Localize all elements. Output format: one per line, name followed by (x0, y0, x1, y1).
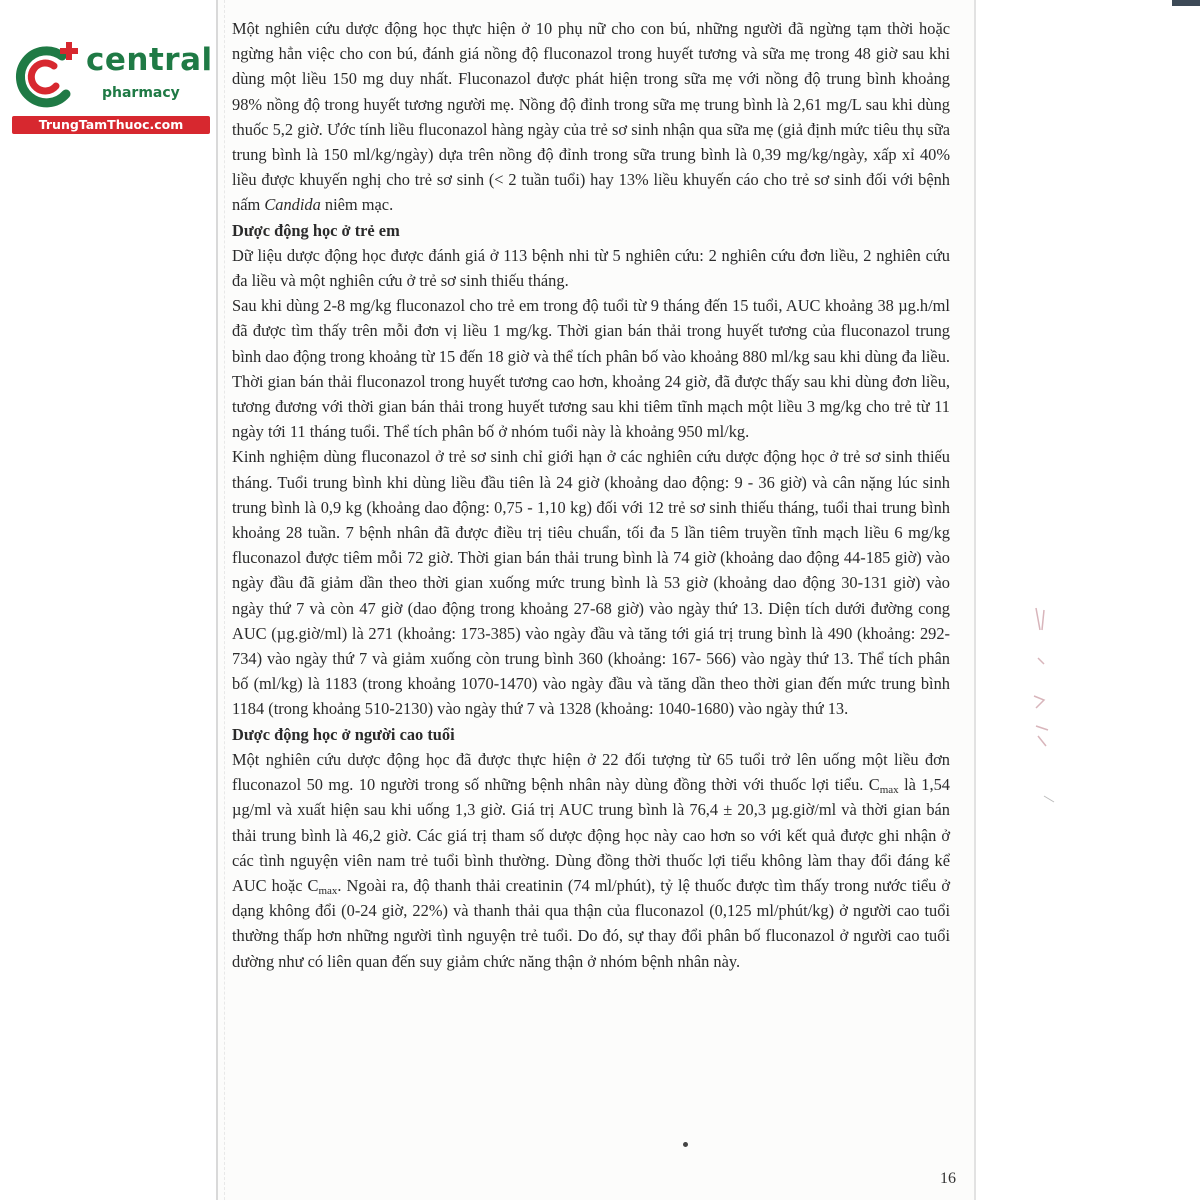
heading-elderly: Dược động học ở người cao tuổi (232, 724, 455, 744)
logo-brand-text: central (86, 42, 213, 78)
cmax-subscript-2: max (318, 884, 338, 897)
lactation-text: Một nghiên cứu dược động học thực hiện ở 10 phụ nữ cho con bú, những người đã ngừng tạm thời hoặc ngừng hẳn việc cho con bú, đánh giá nồng độ fluconazol trong huyết tương và sữa mẹ trong 48 giờ sau khi dùng một liều 150 mg duy nhất. Fluconazol được phát hiện trong sữa mẹ với nồng độ trung bình khoảng 98% nồng độ trong huyết tương người mẹ. Nồng độ đỉnh trong sữa mẹ trung bình là 2,61 mg/L sau khi dùng thuốc 5,2 giờ. Ước tính liều fluconazol hàng ngày của trẻ sơ sinh nhận qua sữa mẹ (giả định mức tiêu thụ sữa trung bình là 150 ml/kg/ngày) dựa trên nồng độ đỉnh trong sữa trung bình là 0,39 mg/kg/ngày, xấp xỉ 40% liều được khuyến nghị cho trẻ sơ sinh (< 2 tuần tuổi) hay 13% liều khuyến cáo cho trẻ sơ sinh đối với bệnh nấm (232, 19, 950, 215)
page-dot-mark (683, 1142, 688, 1147)
page-number: 16 (940, 1170, 956, 1187)
elderly-text-c: . Ngoài ra, độ thanh thải creatinin (74 ml/phút), tỷ lệ thuốc được tìm thấy trong nước tiểu ở dạng không đổi (0-24 giờ, 22%) và thanh thải qua thận của fluconazol (0,125 ml/phút/kg) ở người cao tuổi thường thấp hơn những người tình nguyện trẻ tuổi. Do đó, sự thay đổi phân bố fluconazol ở người cao tuổi dường như có liên quan đến suy giảm chức năng thận ở nhóm bệnh nhân này. (232, 875, 950, 971)
page-edge-line (224, 0, 225, 1200)
central-pharmacy-logo[interactable] (10, 36, 215, 136)
elderly-paragraph (232, 747, 950, 974)
lactation-paragraph (232, 16, 950, 218)
logo-c-cross-icon (10, 36, 90, 116)
elderly-text-a: Một nghiên cứu dược động học đã được thực hiện ở 22 đối tượng từ 65 tuổi trở lên uống một liều đơn fluconazol 50 mg. 10 người trong số những bệnh nhân này dùng đồng thời với thuốc lợi tiểu. C (232, 749, 950, 795)
children-paragraph-3: Kinh nghiệm dùng fluconazol ở trẻ sơ sinh chỉ giới hạn ở các nghiên cứu dược động học ở trẻ sơ sinh thiếu tháng. Tuổi trung bình khi dùng liều đầu tiên là 24 giờ (khoảng dao động: 9 - 36 giờ) và cân nặng lúc sinh trung bình là 0,9 kg (khoảng dao động: 0,75 - 1,10 kg) đối với 12 trẻ sơ sinh thiếu tháng, tuổi thai trung bình khoảng 28 tuần. 7 bệnh nhân đã được điều trị tiêu chuẩn, tối đa 5 lần tiêm truyền tĩnh mạch liều 6 mg/kg fluconazol được tiêm mỗi 72 giờ. Thời gian bán thải trung bình là 74 giờ (khoảng dao động 44-185 giờ) vào ngày đầu đã giảm dần theo thời gian xuống mức trung bình là 53 giờ (khoảng dao động 30-131 giờ) vào ngày thứ 7 và còn 47 giờ (dao động trong khoảng 27-68 giờ) vào ngày thứ 13. Diện tích dưới đường cong AUC (µg.giờ/ml) là 271 (khoảng: 173-385) vào ngày đầu và tăng tới giá trị trung bình là 490 (khoảng: 292-734) vào ngày thứ 7 và giảm xuống còn trung bình 360 (khoảng: 167- 566) vào ngày thứ 13. Thể tích phân bố (ml/kg) là 1183 (trong khoảng 1070-1470) vào ngày đầu và tăng dần theo thời gian đến mức trung bình 1184 (trong khoảng 510-2130) vào ngày thứ 7 và 1328 (khoảng: 1040-1680) vào ngày thứ 13. (232, 447, 950, 719)
candida-term: Candida (264, 195, 321, 215)
document-body (232, 16, 950, 974)
heading-children: Dược động học ở trẻ em (232, 220, 400, 240)
corner-mark (1172, 0, 1200, 6)
children-paragraph-1: Dữ liệu dược động học được đánh giá ở 113 bệnh nhi từ 5 nghiên cứu: 2 nghiên cứu đơn liều, 2 nghiên cứu đa liều và một nghiên cứu ở trẻ sơ sinh thiếu tháng. (232, 245, 950, 291)
cmax-subscript: max (879, 784, 899, 797)
elderly-text-b: là 1,54 µg/ml và xuất hiện sau khi uống 1,3 giờ. Giá trị AUC trung bình là 76,4 ± 20,3 µg.giờ/ml và thời gian bán thải trung bình là 46,2 giờ. Các giá trị tham số dược động học này cao hơn so với kết quả được ghi nhận ở các tình nguyện viên nam trẻ tuổi bình thường. Dùng đồng thời thuốc lợi tiểu không làm thay đổi đáng kể AUC hoặc C (232, 775, 950, 895)
margin-handwriting-marks (1024, 600, 1064, 820)
lactation-text-end: niêm mạc. (320, 195, 394, 215)
logo-website-banner: TrungTamThuoc.com (12, 116, 210, 134)
children-paragraph-2: Sau khi dùng 2-8 mg/kg fluconazol cho trẻ em trong độ tuổi từ 9 tháng đến 15 tuổi, AUC khoảng 38 µg.h/ml đã được tìm thấy trên mỗi đơn vị liều 1 mg/kg. Thời gian bán thải trong huyết tương của fluconazol trung bình dao động trong khoảng từ 15 đến 18 giờ và thể tích phân bố vào khoảng 880 ml/kg sau khi dùng đa liều. Thời gian bán thải fluconazol trong huyết tương cao hơn, khoảng 24 giờ, đã được thấy sau khi dùng đơn liều, tương đương với thời gian bán thải trong huyết tương sau khi tiêm tĩnh mạch một liều 3 mg/kg cho trẻ từ 11 ngày tới 11 tháng tuổi. Thể tích phân bố ở nhóm tuổi này là khoảng 950 ml/kg. (232, 296, 950, 442)
logo-sub-text: pharmacy (102, 85, 180, 101)
